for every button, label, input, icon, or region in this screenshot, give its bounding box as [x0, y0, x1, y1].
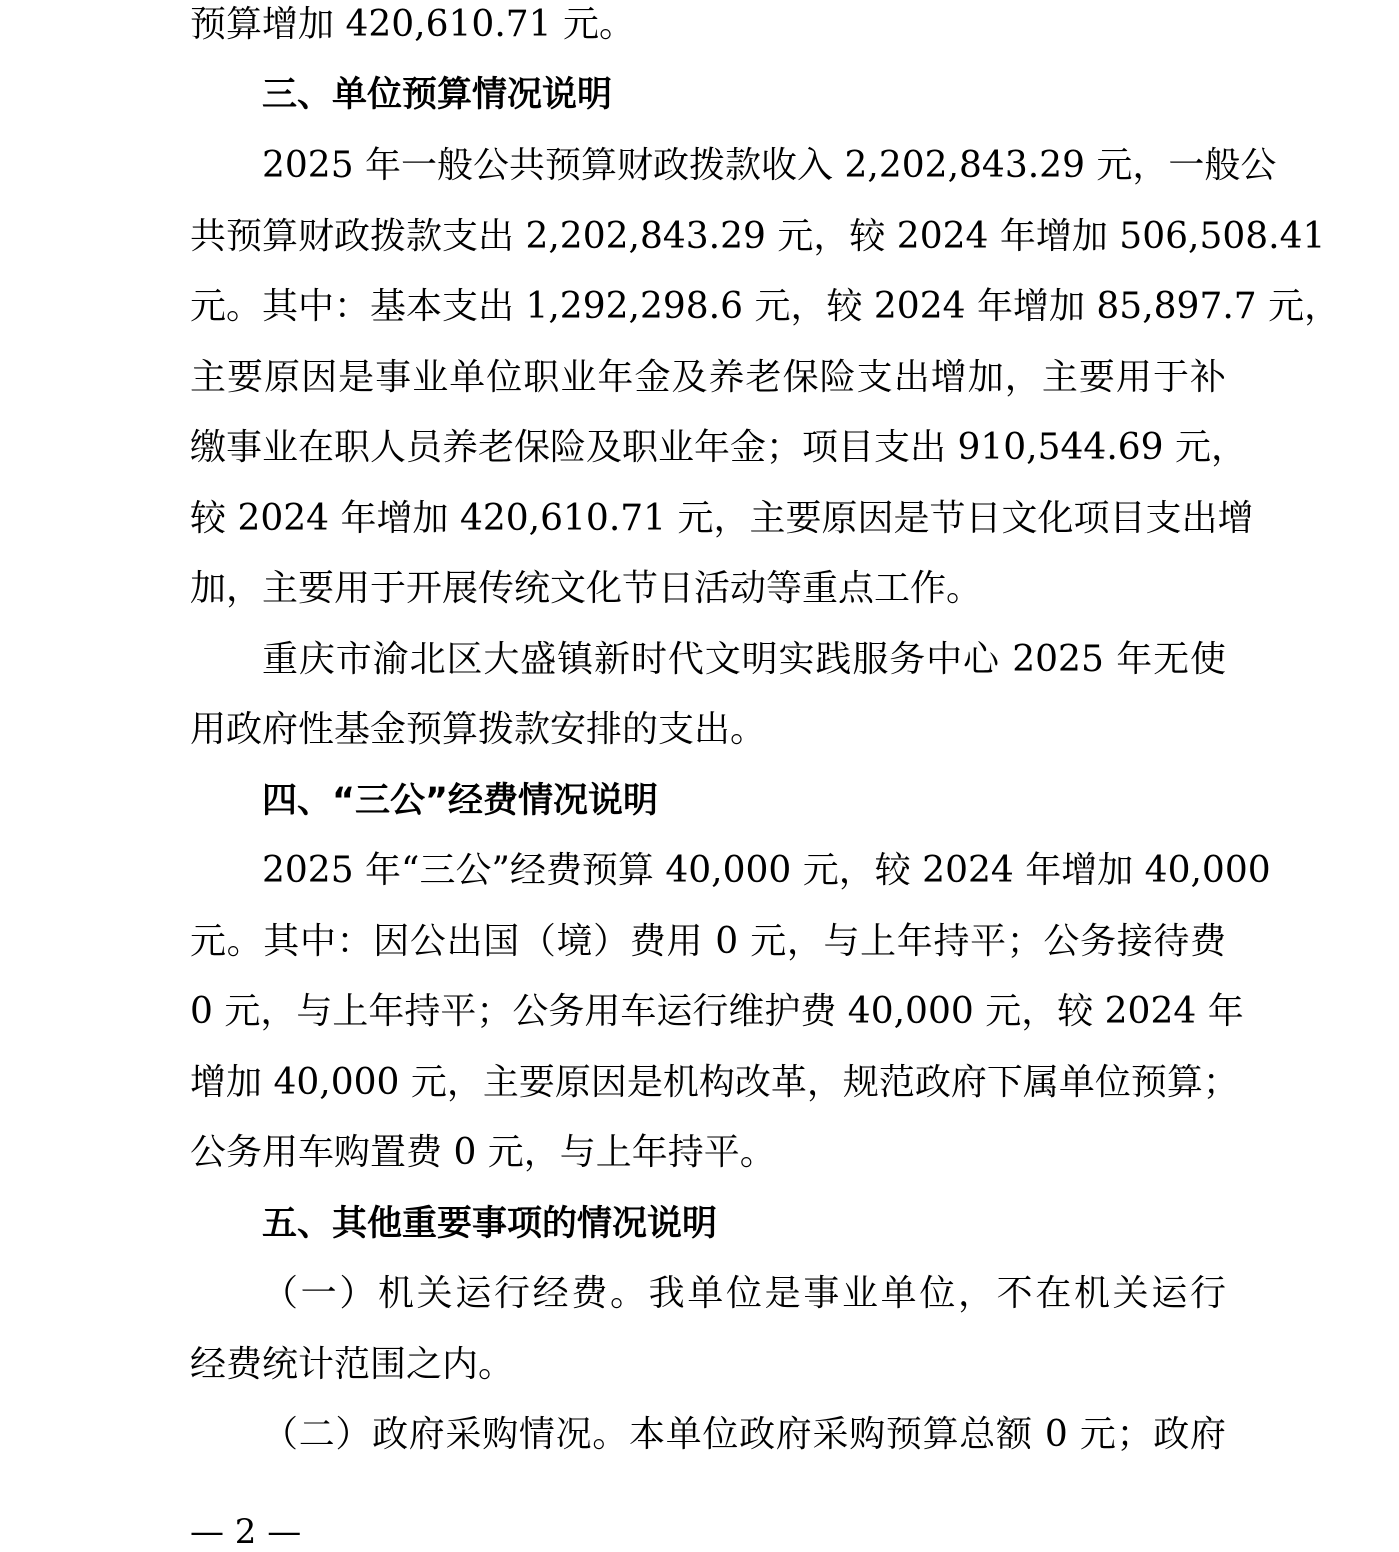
section-heading-4: 四、“三公”经费情况说明	[262, 781, 659, 821]
paragraph-line: 加，主要用于开展传统文化节日活动等重点工作。	[190, 568, 983, 609]
paragraph-line: 共预算财政拨款支出 2,202,843.29 元，较 2024 年增加 506,508.41	[190, 216, 1326, 257]
paragraph-line: 元。其中：基本支出 1,292,298.6 元，较 2024 年增加 85,897.7 元，	[190, 286, 1341, 327]
section-heading-5: 五、其他重要事项的情况说明	[262, 1204, 718, 1244]
paragraph-line: 0 元，与上年持平；公务用车运行维护费 40,000 元，较 2024 年	[190, 991, 1244, 1032]
page-number: — 2 —	[190, 1512, 302, 1552]
paragraph-line: 公务用车购置费 0 元，与上年持平。	[190, 1132, 776, 1173]
paragraph-line: 2025 年“三公”经费预算 40,000 元，较 2024 年增加 40,000	[262, 850, 1271, 891]
paragraph-line: 2025 年一般公共预算财政拨款收入 2,202,843.29 元，一般公	[262, 145, 1277, 186]
paragraph-line: （二）政府采购情况。本单位政府采购预算总额 0 元；政府	[262, 1414, 1226, 1455]
paragraph-line: 重庆市渝北区大盛镇新时代文明实践服务中心 2025 年无使	[262, 639, 1226, 680]
paragraph-line: 缴事业在职人员养老保险及职业年金；项目支出 910,544.69 元，	[190, 427, 1248, 468]
section-heading-3: 三、单位预算情况说明	[262, 75, 613, 115]
paragraph-line: 主要原因是事业单位职业年金及养老保险支出增加，主要用于补	[190, 357, 1226, 398]
paragraph-line: 较 2024 年增加 420,610.71 元，主要原因是节日文化项目支出增	[190, 498, 1254, 539]
paragraph-line: 用政府性基金预算拨款安排的支出。	[190, 709, 767, 750]
paragraph-line: 元。其中：因公出国（境）费用 0 元，与上年持平；公务接待费	[190, 921, 1226, 962]
paragraph-line: 预算增加 420,610.71 元。	[190, 4, 636, 45]
paragraph-line: 经费统计范围之内。	[190, 1344, 515, 1385]
paragraph-line: （一）机关运行经费。我单位是事业单位，不在机关运行	[262, 1273, 1226, 1314]
paragraph-line: 增加 40,000 元，主要原因是机构改革，规范政府下属单位预算；	[190, 1062, 1239, 1103]
